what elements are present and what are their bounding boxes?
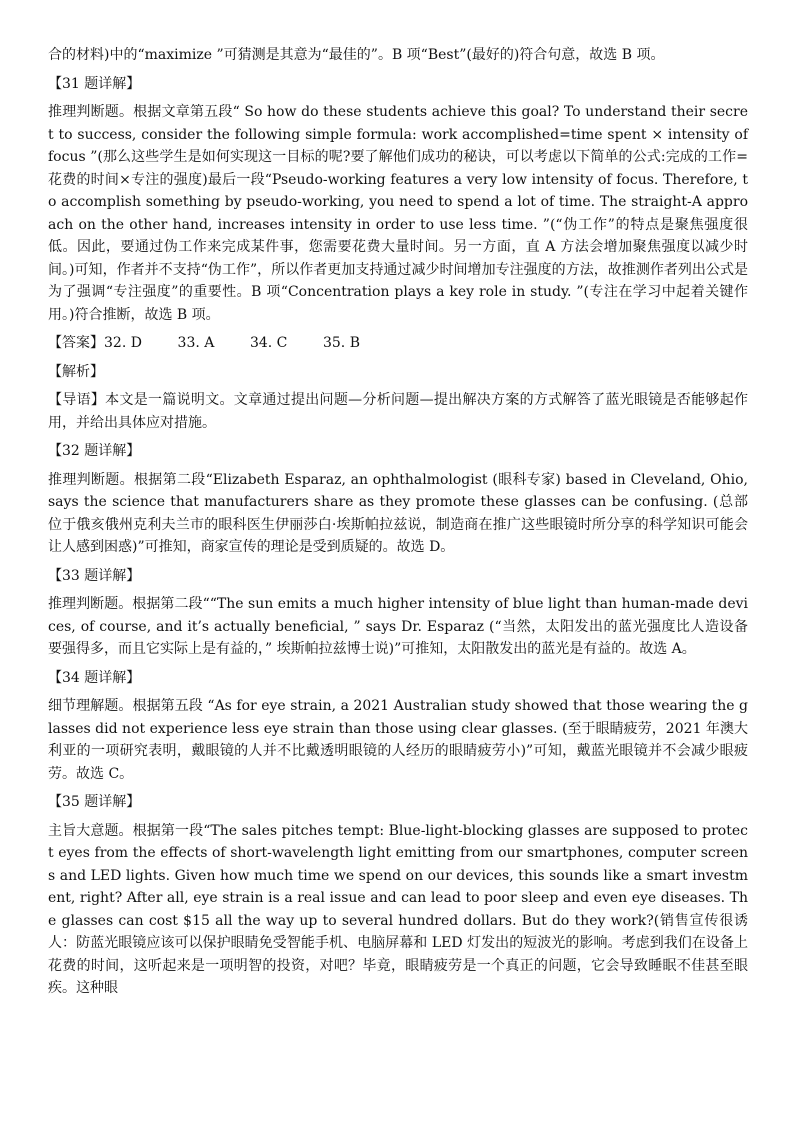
document-page	[48, 44, 748, 1006]
paragraph-intro: 【导语】本文是一篇说明文。文章通过提出问题—分析问题—提出解决方案的方式解答了蓝光眼镜是否能够起作用，并给出具体应对措施。	[48, 392, 748, 431]
paragraph-31-analysis: 推理判断题。根据文章第五段“ So how do these students achieve this goal? To understand their secret to success, consider the following simple formula: work accomplished=time spent × intensity of focus ”(那么这些学生是如何实现这一目标的呢?要了解他们成功的秘诀，可以考虑以下简单的公式:完成的工作=花费的时间×专注的强度)最后一段“Pseudo-working features a very low intensity of focus. Therefore, to accomplish something by pseudo-working, you need to spend a lot of time. The straight-A approach on the other hand, increases intensity in order to use less time. ”(“伪工作”的特点是聚焦强度很低。因此，要通过伪工作来完成某件事，您需要花费大量时间。另一方面，直 A 方法会增加聚焦强度以减少时间。)可知，作者并不支持“伪工作”，所以作者更加支持通过减少时间增加专注强度的方法，故推测作者列出公式是为了强调“专注强度”的重要性。B 项“Concentration plays a key role in study. ”(专注在学习中起着关键作用。)符合推断，故选 B 项。	[48, 104, 748, 323]
heading-33-detail: 【33 题详解】	[48, 567, 141, 584]
answer-line: 【答案】32. D 33. A 34. C 35. B	[48, 335, 360, 351]
heading-analysis: 【解析】	[48, 363, 104, 380]
paragraph-34-analysis: 细节理解题。根据第五段 “As for eye strain, a 2021 Australian study showed that those wearing the glasses did not experience less eye strain than those using clear glasses. (至于眼睛疲劳，2021 年澳大利亚的一项研究表明，戴眼镜的人并不比戴透明眼镜的人经历的眼睛疲劳小)”可知，戴蓝光眼镜并不会减少眼疲劳。故选 C。	[48, 698, 748, 782]
heading-35-detail: 【35 题详解】	[48, 794, 141, 810]
paragraph-35-analysis: 主旨大意题。根据第一段“The sales pitches tempt: Blue-light-blocking glasses are supposed to protect eyes from the effects of short-wavelength light emitting from our smartphones, computer screens and LED lights. Given how much time we spend on our devices, this sounds like a smart investment, right? After all, eye strain is a real issue and can lead to poor sleep and even eye diseases. The glasses can cost $15 all the way up to several hundred dollars. But do they work?(销售宣传很诱人：防蓝光眼镜应该可以保护眼睛免受智能手机、电脑屏幕和 LED 灯发出的短波光的影响。考虑到我们在设备上花费的时间，这听起来是一项明智的投资，对吧？毕竟，眼睛疲劳是一个真正的问题，它会导致睡眠不佳甚至眼疾。这种眼	[48, 822, 748, 996]
heading-34-detail: 【34 题详解】	[48, 669, 141, 686]
heading-32-detail: 【32 题详解】	[48, 443, 141, 459]
paragraph-33-analysis: 推理判断题。根据第二段““The sun emits a much higher intensity of blue light than human-made devices, of course, and it’s actually beneficial, ” says Dr. Esparaz (“当然，太阳发出的蓝光强度比人造设备要强得多，而且它实际上是有益的，” 埃斯帕拉兹博士说)”可推知，太阳散发出的蓝光是有益的。故选 A。	[48, 596, 748, 657]
paragraph-31-tail: 合的材料)中的“maximize ”可猜测是其意为“最佳的”。B 项“Best”(最好的)符合句意，故选 B 项。	[48, 47, 665, 63]
paragraph-32-analysis: 推理判断题。根据第二段“Elizabeth Esparaz, an ophthalmologist (眼科专家) based in Cleveland, Ohio, says the science that manufacturers share as they promote these glasses can be confusing. (总部位于俄亥俄州克利夫兰市的眼科医生伊丽莎白·埃斯帕拉兹说，制造商在推广这些眼镜时所分享的科学知识可能会让人感到困惑)”可推知，商家宣传的理论是受到质疑的。故选 D。	[48, 471, 748, 555]
heading-31-detail: 【31 题详解】	[48, 75, 141, 92]
